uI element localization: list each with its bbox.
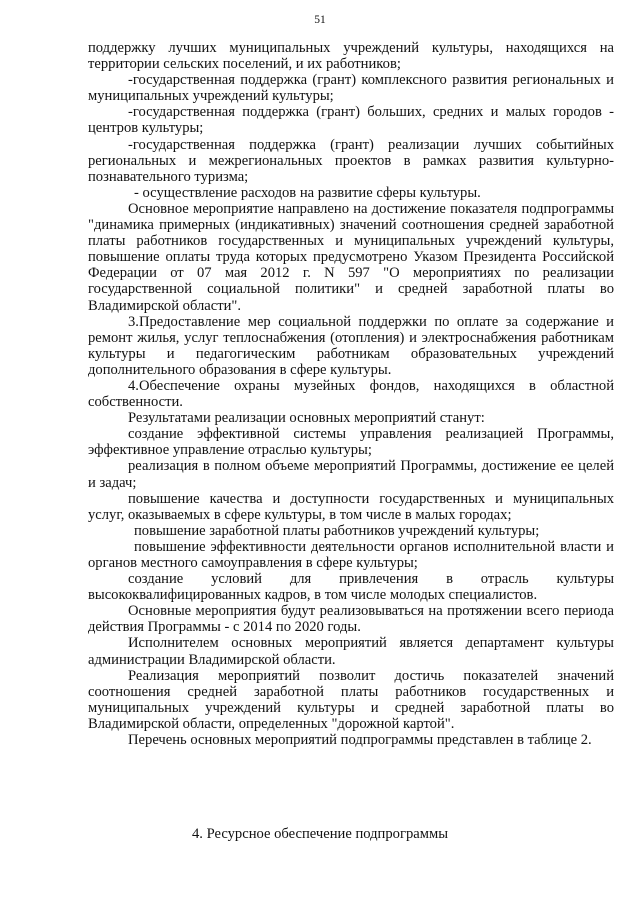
paragraph-result-efficiency: повышение эффективности деятельности органов исполнительной власти и органов местного самоуправления в сфере культуры; — [88, 538, 614, 571]
paragraph-executor: Исполнителем основных мероприятий является департамент культуры администрации Владимирской области. — [88, 635, 614, 668]
paragraph-result-management: создание эффективной системы управления реализацией Программы, эффективное управление отраслью культуры; — [88, 426, 614, 459]
paragraph-period: Основные мероприятия будут реализовываться на протяжении всего периода действия Программы - с 2014 по 2020 годы. — [88, 603, 614, 636]
paragraph-grant-complex-development: -государственная поддержка (грант) комплексного развития региональных и муниципальных учреждений культуры; — [88, 72, 614, 105]
paragraph-support-rural: поддержку лучших муниципальных учреждений культуры, находящихся на территории сельских поселений, и их работников; — [88, 40, 614, 73]
paragraph-implementation-effect: Реализация мероприятий позволит достичь показателей значений соотношения средней заработной платы работников государственных и муниципальных учреждений культуры и средней заработной платы во Владимирской области, определенных "дорожной картой". — [88, 667, 614, 732]
paragraph-expenses: - осуществление расходов на развитие сферы культуры. — [134, 184, 481, 201]
paragraph-museum-protection: 4.Обеспечение охраны музейных фондов, находящихся в областной собственности. — [88, 377, 614, 411]
paragraph-result-quality: повышение качества и доступности государственных и муниципальных услуг, оказываемых в сфере культуры, в том числе в малых городах; — [88, 490, 614, 523]
paragraph-social-support: 3.Предоставление мер социальной поддержки по оплате за содержание и ремонт жилья, услуг теплоснабжения (отопления) и электроснабжения работникам культуры и педагогическим работникам образовательных учреждений дополнительного образования в сфере культуры. — [88, 313, 614, 378]
paragraph-result-staff: создание условий для привлечения в отрасль культуры высококвалифицированных кадров, в том числе молодых специалистов. — [88, 571, 614, 604]
paragraph-result-salary: повышение заработной платы работников учреждений культуры; — [134, 522, 540, 539]
paragraph-results-intro: Результатами реализации основных мероприятий станут: — [128, 410, 485, 427]
paragraph-grant-event-projects: -государственная поддержка (грант) реализации лучших событийных региональных и межрегиональных проектов в рамках развития культурно-познавательного туризма; — [88, 136, 614, 185]
page-number: 51 — [314, 14, 326, 26]
paragraph-result-full-implementation: реализация в полном объеме мероприятий Программы, достижение ее целей и задач; — [88, 458, 614, 491]
page-body — [88, 40, 614, 748]
paragraph-main-measure-indicator: Основное мероприятие направлено на достижение показателя подпрограммы "динамика примерных (индикативных) значений соотношения средней заработной платы работников государственных и муниципальных учреждений культуры, повышение оплаты труда которых предусмотрено Указом Президента Российской Федерации от 07 мая 2012 г. N 597 "О мероприятиях по реализации государственной социальной политики" и средней заработной платы во Владимирской области". — [88, 200, 614, 314]
paragraph-table-reference: Перечень основных мероприятий подпрограммы представлен в таблице 2. — [128, 732, 592, 749]
paragraph-grant-cities: -государственная поддержка (грант) больших, средних и малых городов - центров культуры; — [88, 104, 614, 137]
section-heading: 4. Ресурсное обеспечение подпрограммы — [191, 826, 448, 842]
